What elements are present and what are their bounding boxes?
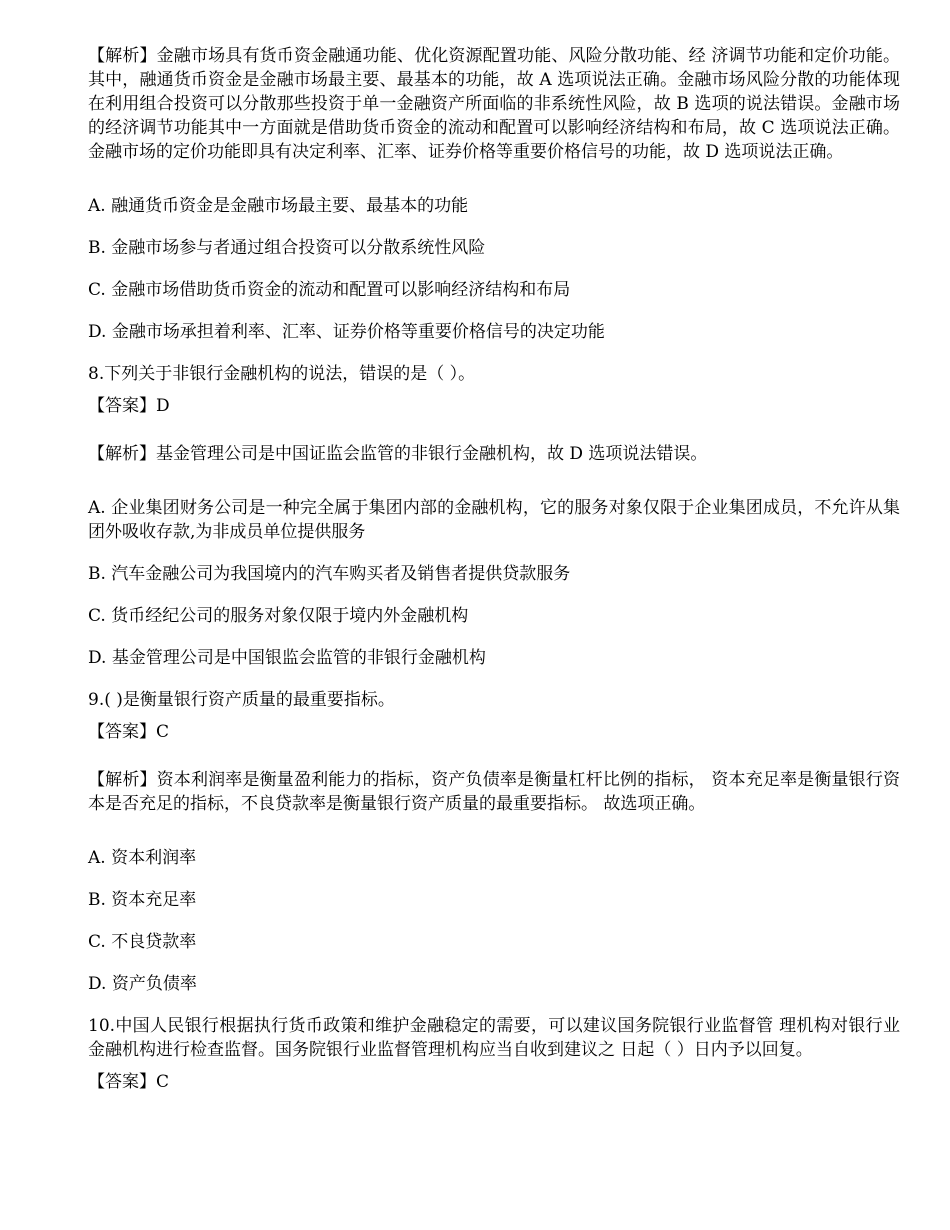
option-d: D. 资产负债率 (88, 974, 197, 994)
option-a: A. 融通货币资金是金融市场最主要、最基本的功能 (88, 196, 469, 216)
option-b: B. 汽车金融公司为我国境内的汽车购买者及销售者提供贷款服务 (88, 564, 571, 584)
option-a: A. 企业集团财务公司是一种完全属于集团内部的金融机构，它的服务对象仅限于企业集团成员，不允许从集团外吸收存款,为非成员单位提供服务 (88, 498, 900, 542)
option-c: C. 不良贷款率 (88, 932, 197, 952)
document-page (88, 44, 900, 1118)
analysis-paragraph: 【解析】金融市场具有货币资金融通功能、优化资源配置功能、风险分散功能、经 济调节功能和定价功能。其中，融通货币资金是金融市场最主要、最基本的功能，故 A 选项说法正确。金融市场风险分散的功能体现在利用组合投资可以分散那些投资于单一金融资产所面临的非系统性风险，故 B 选项的说法错误。金融市场的经济调节功能其中一方面就是借助货币资金的流动和配置可以影响经济结构和布局，故 C 选项说法正确。金融市场的定价功能即具有决定利率、汇率、证券价格等重要价格信号的功能，故 D 选项说法正确。 (88, 46, 900, 162)
option-b: B. 资本充足率 (88, 890, 197, 910)
answer-10: 【答案】C (88, 1072, 170, 1092)
analysis-9: 【解析】资本利润率是衡量盈利能力的指标，资产负债率是衡量杠杆比例的指标， 资本充足率是衡量银行资本是否充足的指标，不良贷款率是衡量银行资产质量的最重要指标。 故选项正确。 (88, 770, 900, 814)
option-c: C. 货币经纪公司的服务对象仅限于境内外金融机构 (88, 606, 469, 626)
option-d: D. 金融市场承担着利率、汇率、证券价格等重要价格信号的决定功能 (88, 322, 605, 342)
answer-8: 【答案】D (88, 396, 170, 416)
question-10: 10.中国人民银行根据执行货币政策和维护金融稳定的需要，可以建议国务院银行业监督管 理机构对银行业金融机构进行检查监督。国务院银行业监督管理机构应当自收到建议之 日起（ ）日内予以回复。 (88, 1016, 900, 1060)
analysis-8: 【解析】基金管理公司是中国证监会监管的非银行金融机构，故 D 选项说法错误。 (88, 444, 708, 464)
option-c: C. 金融市场借助货币资金的流动和配置可以影响经济结构和布局 (88, 280, 571, 300)
option-b: B. 金融市场参与者通过组合投资可以分散系统性风险 (88, 238, 486, 258)
option-a: A. 资本利润率 (88, 848, 197, 868)
question-8: 8.下列关于非银行金融机构的说法，错误的是（ ）。 (88, 364, 476, 384)
answer-9: 【答案】C (88, 722, 170, 742)
option-d: D. 基金管理公司是中国银监会监管的非银行金融机构 (88, 648, 486, 668)
question-9: 9.( )是衡量银行资产质量的最重要指标。 (88, 690, 395, 710)
